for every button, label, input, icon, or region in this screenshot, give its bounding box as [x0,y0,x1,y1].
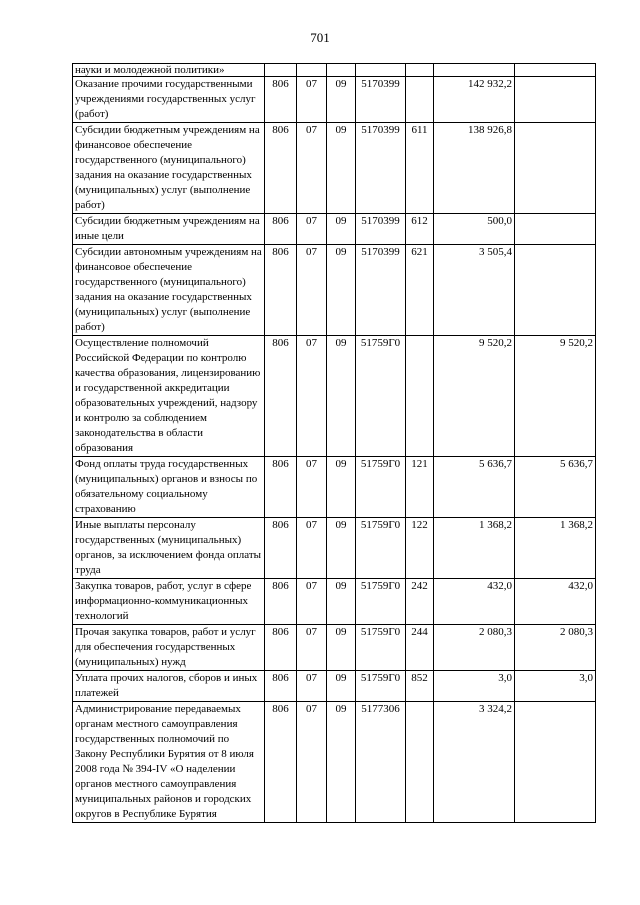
table-row [73,64,596,77]
row-name-cell: науки и молодежной политики» [73,64,265,77]
row-code-cell: 806 [265,518,297,579]
row-subsection-cell: 09 [327,702,356,823]
row-article-cell: 5170399 [356,214,406,245]
row-sum1-cell: 432,0 [434,579,515,625]
row-subsection-cell: 09 [327,214,356,245]
row-code-cell: 806 [265,123,297,214]
row-type-cell [406,77,434,123]
row-name-cell: Субсидии автономным учреждениям на финансовое обеспечение государственного (муниципального) задания на оказание государственных (муниципальных) услуг (выполнение работ) [73,245,265,336]
row-subsection-cell: 09 [327,671,356,702]
row-section-cell: 07 [297,77,327,123]
row-code-cell: 806 [265,671,297,702]
row-article-cell: 5177306 [356,702,406,823]
row-sum2-cell [515,245,596,336]
row-sum1-cell: 3,0 [434,671,515,702]
budget-table [72,63,596,823]
row-name-cell: Фонд оплаты труда государственных (муниципальных) органов и взносы по обязательному социальному страхованию [73,457,265,518]
row-sum2-cell: 2 080,3 [515,625,596,671]
table-row [73,214,596,245]
row-type-cell: 611 [406,123,434,214]
row-article-cell: 5170399 [356,77,406,123]
table-row [73,671,596,702]
row-type-cell: 612 [406,214,434,245]
row-code-cell: 806 [265,702,297,823]
row-sum2-cell [515,77,596,123]
row-name-cell: Иные выплаты персоналу государственных (муниципальных) органов, за исключением фонда оплаты труда [73,518,265,579]
row-article-cell: 51759Г0 [356,671,406,702]
row-subsection-cell: 09 [327,77,356,123]
row-subsection-cell: 09 [327,457,356,518]
row-subsection-cell: 09 [327,123,356,214]
row-type-cell: 852 [406,671,434,702]
row-sum2-cell [515,702,596,823]
row-type-cell [406,64,434,77]
row-type-cell: 122 [406,518,434,579]
page-number: 701 [310,30,330,45]
row-section-cell: 07 [297,702,327,823]
table-row [73,123,596,214]
row-name-cell: Осуществление полномочий Российской Федерации по контролю качества образования, лицензированию и государственной аккредитации образовательных учреждений, надзору и контролю за соблюдением законодательства в области образования [73,336,265,457]
row-section-cell: 07 [297,214,327,245]
row-type-cell [406,702,434,823]
row-sum1-cell: 142 932,2 [434,77,515,123]
row-code-cell: 806 [265,214,297,245]
row-sum1-cell: 9 520,2 [434,336,515,457]
row-code-cell: 806 [265,245,297,336]
row-subsection-cell: 09 [327,579,356,625]
row-sum2-cell [515,64,596,77]
row-section-cell: 07 [297,457,327,518]
row-article-cell: 51759Г0 [356,625,406,671]
row-code-cell: 806 [265,336,297,457]
row-sum1-cell [434,64,515,77]
row-name-cell: Закупка товаров, работ, услуг в сфере информационно-коммуникационных технологий [73,579,265,625]
row-code-cell: 806 [265,77,297,123]
row-sum1-cell: 2 080,3 [434,625,515,671]
row-subsection-cell: 09 [327,245,356,336]
row-type-cell: 621 [406,245,434,336]
row-sum1-cell: 138 926,8 [434,123,515,214]
row-subsection-cell: 09 [327,518,356,579]
row-section-cell: 07 [297,518,327,579]
row-sum2-cell: 9 520,2 [515,336,596,457]
row-code-cell [265,64,297,77]
row-sum2-cell: 1 368,2 [515,518,596,579]
row-sum1-cell: 3 324,2 [434,702,515,823]
row-sum2-cell: 5 636,7 [515,457,596,518]
row-article-cell: 51759Г0 [356,336,406,457]
row-name-cell: Уплата прочих налогов, сборов и иных платежей [73,671,265,702]
row-article-cell: 5170399 [356,123,406,214]
row-sum1-cell: 1 368,2 [434,518,515,579]
row-article-cell [356,64,406,77]
row-type-cell: 121 [406,457,434,518]
row-sum1-cell: 5 636,7 [434,457,515,518]
row-section-cell: 07 [297,123,327,214]
row-article-cell: 51759Г0 [356,579,406,625]
row-sum1-cell: 500,0 [434,214,515,245]
row-section-cell: 07 [297,245,327,336]
table-row [73,702,596,823]
row-name-cell: Субсидии бюджетным учреждениям на иные цели [73,214,265,245]
row-section-cell [297,64,327,77]
row-sum2-cell: 432,0 [515,579,596,625]
row-subsection-cell: 09 [327,336,356,457]
table-row [73,77,596,123]
table-row [73,625,596,671]
row-section-cell: 07 [297,579,327,625]
row-article-cell: 5170399 [356,245,406,336]
row-subsection-cell [327,64,356,77]
row-type-cell [406,336,434,457]
row-name-cell: Администрирование передаваемых органам местного самоуправления государственных полномочий по Закону Республики Бурятия от 8 июля 2008 года № 394-IV «О наделении органов местного самоуправления муниципальных районов и городских округов в Республике Бурятия [73,702,265,823]
row-article-cell: 51759Г0 [356,457,406,518]
row-sum2-cell [515,123,596,214]
row-code-cell: 806 [265,625,297,671]
table-row [73,245,596,336]
row-subsection-cell: 09 [327,625,356,671]
row-type-cell: 242 [406,579,434,625]
table-row [73,457,596,518]
row-type-cell: 244 [406,625,434,671]
row-section-cell: 07 [297,336,327,457]
table-row [73,518,596,579]
row-name-cell: Оказание прочими государственными учреждениями государственных услуг (работ) [73,77,265,123]
table-row [73,336,596,457]
row-name-cell: Прочая закупка товаров, работ и услуг для обеспечения государственных (муниципальных) нужд [73,625,265,671]
row-sum2-cell [515,214,596,245]
table-body [73,64,596,823]
table-row [73,579,596,625]
row-code-cell: 806 [265,457,297,518]
row-sum1-cell: 3 505,4 [434,245,515,336]
row-section-cell: 07 [297,671,327,702]
row-article-cell: 51759Г0 [356,518,406,579]
row-name-cell: Субсидии бюджетным учреждениям на финансовое обеспечение государственного (муниципального) задания на оказание государственных (муниципальных) услуг (выполнение работ) [73,123,265,214]
row-code-cell: 806 [265,579,297,625]
row-section-cell: 07 [297,625,327,671]
row-sum2-cell: 3,0 [515,671,596,702]
